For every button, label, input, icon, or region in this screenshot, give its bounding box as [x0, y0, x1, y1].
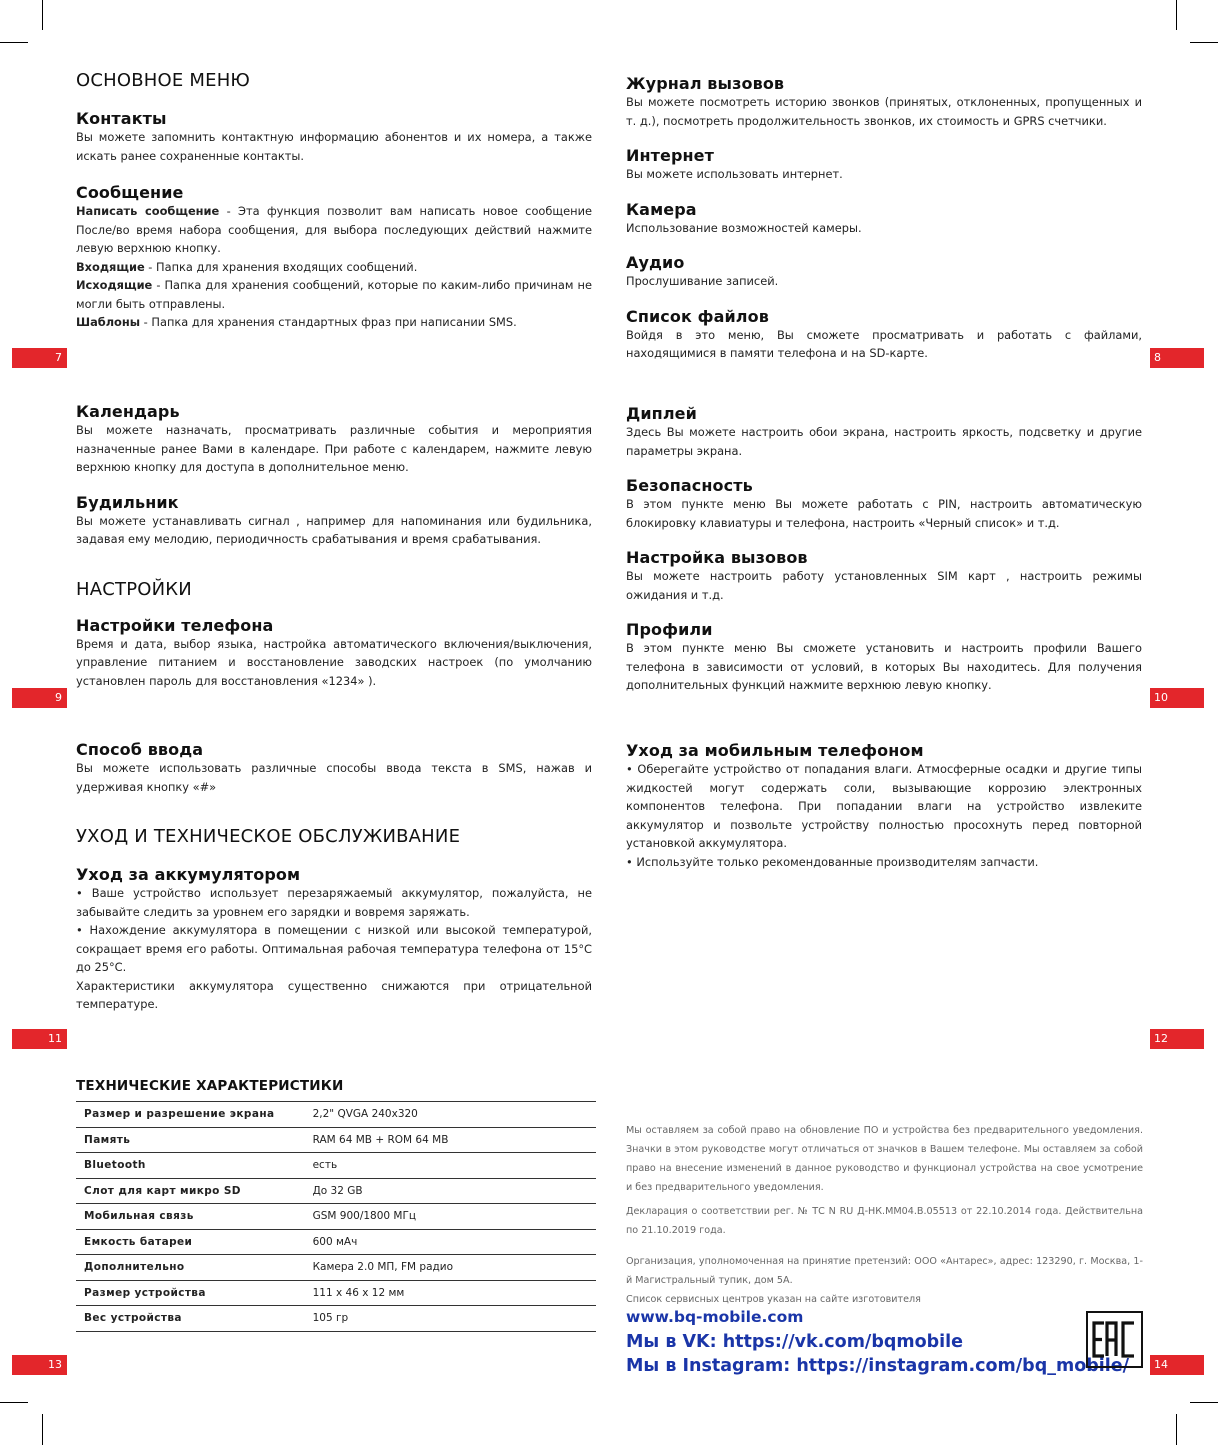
spec-key: Слот для карт микро SD: [76, 1178, 305, 1204]
page-9: [76, 402, 592, 690]
term: Написать сообщение: [76, 204, 220, 218]
crop-mark: [1176, 1414, 1177, 1445]
heading-audio: Аудио: [626, 253, 685, 272]
page-12: [626, 741, 1142, 871]
spec-key: Емкость батареи: [76, 1229, 305, 1255]
paragraph: • Нахождение аккумулятора в помещении с низкой или высокой температурой, сокращает время его работы. Оптимальная рабочая температура телефона от 15°С до 25°С.: [76, 923, 592, 974]
heading-call-log: Журнал вызовов: [626, 74, 785, 93]
spec-key: Размер и разрешение экрана: [76, 1102, 305, 1128]
crop-mark: [0, 42, 28, 43]
spec-title: ТЕХНИЧЕСКИЕ ХАРАКТЕРИСТИКИ: [76, 1078, 344, 1094]
term-desc: - Папка для хранения сообщений, которые по каким-либо причинам не могли быть отправлены.: [76, 278, 592, 311]
paragraph: Вы можете использовать интернет.: [626, 167, 843, 181]
heading-calendar: Календарь: [76, 402, 180, 421]
paragraph: [76, 313, 592, 332]
spec-value: есть: [305, 1153, 596, 1179]
heading-phone-settings: Настройки телефона: [76, 615, 274, 635]
spec-value: 600 мАч: [305, 1229, 596, 1255]
heading-camera: Камера: [626, 199, 697, 219]
heading-files: Список файлов: [626, 306, 769, 326]
eac-logo: [1086, 1311, 1143, 1368]
page-number: 9: [12, 688, 67, 708]
crop-mark: [42, 0, 43, 30]
crop-mark: [1190, 1402, 1218, 1403]
paragraph: Характеристики аккумулятора существенно снижаются при отрицательной температуре.: [76, 978, 592, 1011]
paragraph: Вы можете запомнить контактную информацию абонентов и их номера, а также искать ранее сохраненные контакты.: [76, 130, 592, 163]
heading-contacts: Контакты: [76, 109, 167, 128]
page-number: 10: [1150, 688, 1204, 708]
paragraph: Использование возможностей камеры.: [626, 220, 862, 235]
heading-alarm: Будильник: [76, 492, 179, 512]
paragraph: • Ваше устройство использует перезаряжаемый аккумулятор, пожалуйста, не забывайте следить за уровнем его зарядки и вовремя заряжать.: [76, 886, 592, 919]
spec-value: GSM 900/1800 МГц: [305, 1204, 596, 1230]
legal-text: Декларация о соответствии рег. № ТС N RU Д-НК.ММ04.В.05513 от 22.10.2014 года. Действительна по 21.10.2019 года.: [626, 1206, 1143, 1236]
spec-key: Дополнительно: [76, 1255, 305, 1281]
paragraph: В этом пункте меню Вы можете работать с PIN, настроить автоматическую блокировку клавиатуры и телефона, настроить «Черный список» и т.д.: [626, 497, 1142, 530]
page-number: 8: [1150, 348, 1204, 368]
heading-messages: Сообщение: [76, 183, 184, 202]
spec-key: Память: [76, 1127, 305, 1153]
section-title: ОСНОВНОЕ МЕНЮ: [76, 70, 251, 91]
spec-key: Мобильная связь: [76, 1204, 305, 1230]
eac-mark-icon: [1088, 1313, 1141, 1366]
heading-internet: Интернет: [626, 146, 715, 165]
paragraph: [76, 202, 592, 258]
paragraph: Прослушивание записей.: [626, 274, 779, 288]
page-13: [76, 1078, 596, 1332]
heading-profiles: Профили: [626, 620, 713, 639]
website-link[interactable]: www.bq-mobile.com: [626, 1308, 804, 1326]
paragraph: Войдя в это меню, Вы сможете просматривать и работать с файлами, находящимися в памяти телефона и на SD-карте.: [626, 327, 1142, 360]
section-title: НАСТРОЙКИ: [76, 578, 192, 600]
term-desc: - Папка для хранения входящих сообщений.: [144, 259, 418, 274]
spec-value: RAM 64 MB + ROM 64 MB: [305, 1127, 596, 1153]
heading-security: Безопасность: [626, 476, 753, 495]
paragraph: Вы можете назначать, просматривать различные события и мероприятия назначенные ранее Вами в календаре. При работе с календарем, нажмите левую верхнюю кнопку для доступа в дополнительное меню.: [76, 423, 592, 474]
page-14: [626, 1121, 1143, 1378]
paragraph: • Оберегайте устройство от попадания влаги. Атмосферные осадки и другие типы жидкостей могут содержать соли, вызывающие коррозию электронных компонентов телефона. При попадании влаги на устройство извлеките аккумулятор и позвольте устройству полностью просохнуть перед повторной установкой аккумулятора.: [626, 762, 1142, 850]
spec-row: [76, 1127, 596, 1153]
term-desc: - Папка для хранения стандартных фраз при написании SMS.: [140, 315, 517, 329]
page-10: [626, 404, 1142, 695]
paragraph: Вы можете настроить работу установленных SIM карт , настроить режимы ожидания и т.д.: [626, 569, 1142, 602]
term-desc: - Эта функция позволит вам написать новое сообщение После/во время набора сообщения, для выбора последующих действий нажмите левую верхнюю кнопку.: [76, 204, 593, 255]
spec-value: До 32 GB: [305, 1178, 596, 1204]
spec-value: 2,2" QVGA 240x320: [305, 1102, 596, 1128]
spec-value: 105 гр: [305, 1306, 596, 1332]
paragraph: [76, 258, 592, 277]
spec-row: [76, 1204, 596, 1230]
crop-mark: [1190, 42, 1218, 43]
section-title: УХОД И ТЕХНИЧЕСКОЕ ОБСЛУЖИВАНИЕ: [76, 826, 461, 847]
paragraph: Время и дата, выбор языка, настройка автоматического включения/выключения, управление питанием и восстановление заводских настроек (по умолчанию установлен пароль для восстановления «1234» ).: [76, 636, 592, 688]
paragraph: • Используйте только рекомендованные производителям запчасти.: [626, 854, 1039, 869]
page-7: [76, 70, 592, 332]
legal-text: Список сервисных центров указан на сайте изготовителя: [626, 1294, 921, 1305]
spec-table: [76, 1101, 596, 1332]
heading-call-settings: Настройка вызовов: [626, 548, 808, 567]
spec-value: Камера 2.0 МП, FM радио: [305, 1255, 596, 1281]
page-number: 12: [1150, 1029, 1204, 1049]
paragraph: Вы можете посмотреть историю звонков (принятых, отклоненных, пропущенных и т. д.), посмотреть продолжительность звонков, их стоимость и GPRS счетчики.: [626, 95, 1142, 128]
paragraph: Здесь Вы можете настроить обои экрана, настроить яркость, подсветку и другие параметры экрана.: [626, 425, 1142, 458]
spec-key: Вес устройства: [76, 1306, 305, 1332]
page-11: [76, 740, 592, 1014]
paragraph: [76, 276, 592, 313]
paragraph: Вы можете использовать различные способы ввода текста в SMS, нажав и удерживая кнопку «#»: [76, 761, 592, 794]
crop-mark: [42, 1414, 43, 1445]
spec-row: [76, 1153, 596, 1179]
spec-row: [76, 1102, 596, 1128]
spec-row: [76, 1280, 596, 1306]
page-number: 11: [12, 1029, 67, 1049]
heading-input-method: Способ ввода: [76, 740, 204, 759]
page-number: 14: [1150, 1355, 1204, 1375]
legal-text: Мы оставляем за собой право на обновление ПО и устройства без предварительного уведомления. Значки в этом руководстве могут отличаться от значков в Вашем телефоне. Мы оставляем за собой право на внесение изменений в данное руководство и функционал устройства на свое усмотрение и без предварительного уведомления.: [626, 1125, 1143, 1193]
vk-link[interactable]: Мы в VK: https://vk.com/bqmobile: [626, 1332, 964, 1352]
term: Исходящие: [76, 278, 153, 292]
crop-mark: [0, 1402, 28, 1403]
spec-row: [76, 1255, 596, 1281]
spec-row: [76, 1229, 596, 1255]
heading-phone-care: Уход за мобильным телефоном: [626, 741, 924, 760]
spec-row: [76, 1306, 596, 1332]
crop-mark: [1176, 0, 1177, 30]
spec-key: Bluetooth: [76, 1153, 305, 1179]
spec-value: 111 х 46 х 12 мм: [305, 1280, 596, 1306]
instagram-link[interactable]: Мы в Instagram: https://instagram.com/bq_mobile/: [626, 1356, 1130, 1376]
term: Шаблоны: [76, 315, 141, 329]
paragraph: Вы можете устанавливать сигнал , например для напоминания или будильника, задавая ему мелодию, периодичность срабатывания и время срабатывания.: [76, 513, 592, 546]
term: Входящие: [76, 259, 145, 274]
spec-key: Размер устройства: [76, 1280, 305, 1306]
paragraph: В этом пункте меню Вы сможете установить и настроить профили Вашего телефона в зависимости от условий, в которых Вы находитесь. Для получения дополнительных функций нажмите верхнюю левую кнопку.: [626, 641, 1142, 692]
spec-row: [76, 1178, 596, 1204]
page-8: [626, 74, 1142, 363]
page-number: 7: [12, 348, 67, 368]
heading-display: Диплей: [626, 404, 697, 423]
page-number: 13: [12, 1355, 67, 1375]
heading-battery-care: Уход за аккумулятором: [76, 865, 301, 884]
legal-text: Организация, уполномоченная на принятие претензий: ООО «Антарес», адрес: 123290, г. Москва, 1-й Магистральный тупик, дом 5А.: [626, 1256, 1143, 1286]
